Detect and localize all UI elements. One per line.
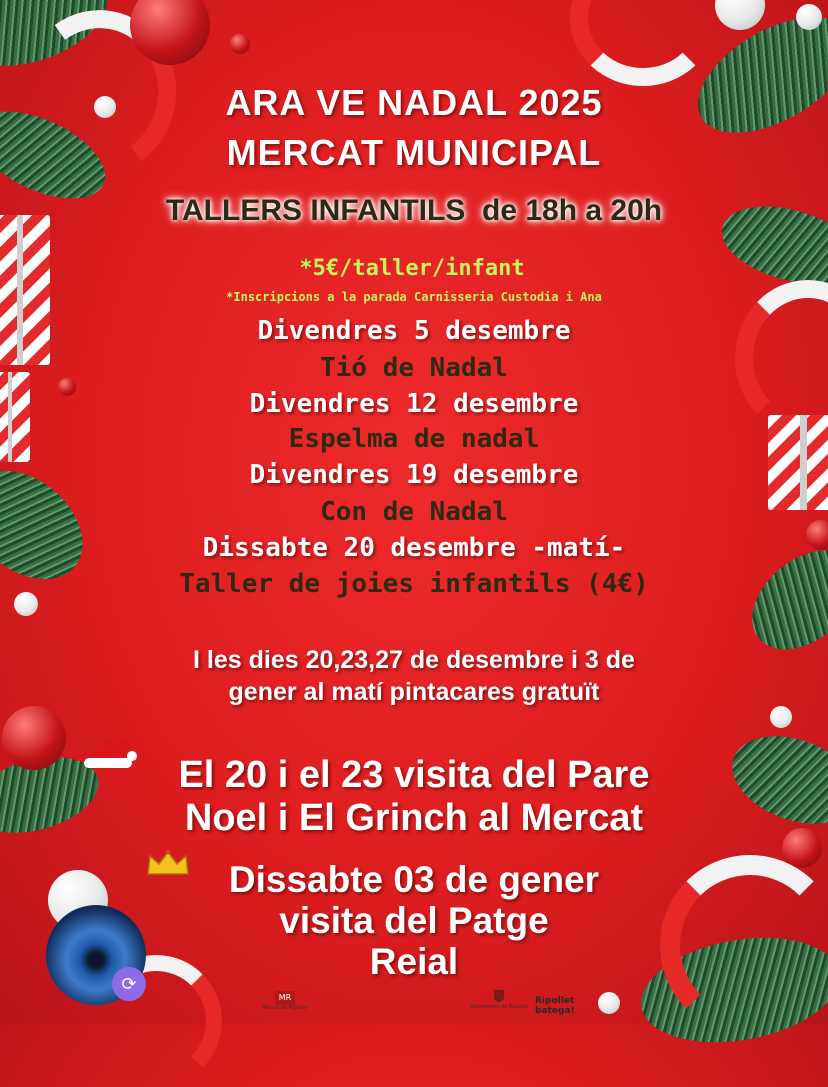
ajuntament-label: Ajuntament de Ripollet xyxy=(470,1004,528,1010)
ornament-ball xyxy=(715,0,765,30)
mercat-logo xyxy=(255,985,315,1015)
schedule-workshop: Espelma de nadal xyxy=(288,424,540,454)
facepaint-line-2: gener al matí pintacares gratuït xyxy=(228,678,600,706)
santa-visit-line-1: El 20 i el 23 visita del Pare xyxy=(178,754,650,796)
schedule-workshop: Con de Nadal xyxy=(320,497,508,527)
workshops-subtitle: TALLERS INFANTILS de 18h a 20h xyxy=(165,194,663,227)
mercat-logo-label: Mercat de Ripollet xyxy=(262,1005,308,1011)
price-text: *5€/taller/infant xyxy=(299,256,525,281)
ornament-ball xyxy=(598,992,620,1014)
ornament-ball xyxy=(770,706,792,728)
schedule-workshop: Tió de Nadal xyxy=(320,353,508,383)
page-visit-line-2: visita del Patge xyxy=(279,900,549,941)
ripollet-batega-logo xyxy=(535,996,575,1016)
schedule-date: Divendres 5 desembre xyxy=(257,316,571,346)
title-line-1: ARA VE NADAL 2025 xyxy=(225,82,603,123)
page-visit-line-1: Dissabte 03 de gener xyxy=(228,859,600,900)
registration-note: *Inscripcions a la parada Carnisseria Custodia i Ana xyxy=(226,290,602,304)
schedule-date: Divendres 19 desembre xyxy=(249,460,579,490)
page-visit-line-3: Reial xyxy=(369,941,459,982)
mercat-logo-mark: MR xyxy=(275,991,295,1005)
schedule-workshop: Taller de joies infantils (4€) xyxy=(179,569,649,599)
ajuntament-logo xyxy=(470,990,528,1010)
candy-cane xyxy=(570,0,716,86)
ornament-ball xyxy=(796,4,822,30)
facepaint-line-1: I les dies 20,23,27 de desembre i 3 de xyxy=(193,646,635,674)
shield-icon xyxy=(494,990,504,1002)
schedule-date: Divendres 12 desembre xyxy=(249,389,579,419)
ornament-ball xyxy=(230,34,250,54)
sync-icon[interactable]: ⟳ xyxy=(112,967,146,1001)
title-line-2: MERCAT MUNICIPAL xyxy=(226,132,602,173)
schedule-date: Dissabte 20 desembre -matí- xyxy=(202,533,626,563)
santa-visit-line-2: Noel i El Grinch al Mercat xyxy=(184,797,644,839)
ripollet-label: Ripollet xyxy=(535,996,575,1006)
batega-label: batega! xyxy=(535,1006,575,1016)
